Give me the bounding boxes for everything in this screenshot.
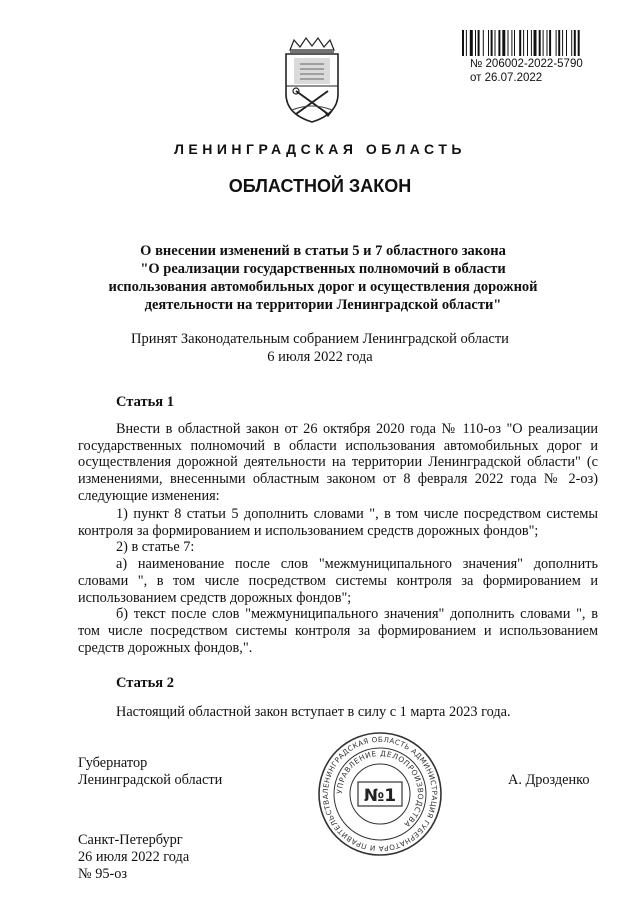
law-title bbox=[88, 242, 558, 314]
barcode-bar bbox=[556, 30, 557, 56]
article-1-item-1: 1) пункт 8 статьи 5 дополнить словами ", в том числе посредством системы контроля за формированием и использованием средств дорожных фондов"; bbox=[78, 506, 598, 539]
law-title-line: "О реализации государственных полномочий в области bbox=[140, 261, 506, 277]
law-title-line: использования автомобильных дорог и осуществления дорожной bbox=[108, 279, 538, 295]
barcode-bar bbox=[574, 30, 576, 56]
registration-number: № 206002-2022-5790 bbox=[470, 58, 583, 70]
law-title-line: О внесении изменений в статьи 5 и 7 областного закона bbox=[140, 243, 506, 259]
issue-date: 26 июля 2022 года bbox=[78, 849, 190, 865]
article-2-text: Настоящий областной закон вступает в силу с 1 марта 2023 года. bbox=[116, 704, 511, 720]
barcode-bar bbox=[543, 30, 544, 56]
seal-number: №1 bbox=[363, 786, 397, 806]
law-type-heading: ОБЛАСТНОЙ ЗАКОН bbox=[228, 176, 412, 196]
barcode-bar bbox=[523, 30, 524, 56]
barcode-bar bbox=[558, 30, 560, 56]
barcode-bar bbox=[475, 30, 476, 56]
signer-position bbox=[78, 755, 222, 789]
article-2-heading: Статья 2 bbox=[116, 675, 174, 691]
adoption-line: Принят Законодательным собранием Ленинградской области bbox=[131, 331, 509, 347]
barcode-bar bbox=[566, 30, 567, 56]
law-number: № 95-оз bbox=[78, 866, 128, 882]
adoption-note bbox=[0, 330, 640, 366]
barcode-bar bbox=[549, 30, 551, 56]
barcode-bar bbox=[488, 30, 489, 56]
article-1-item-2: 2) в статье 7: bbox=[116, 539, 195, 556]
article-1-intro bbox=[78, 421, 598, 505]
barcode-bar bbox=[547, 30, 548, 56]
seal-outer-text: ЛЕНИНГРАДСКАЯ ОБЛАСТЬ АДМИНИСТРАЦИЯ ГУБЕРНАТОРА И ПРАВИТЕЛЬСТВА bbox=[320, 734, 440, 854]
barcode-bar bbox=[514, 30, 515, 56]
barcode-icon bbox=[462, 30, 618, 56]
barcode-bar bbox=[462, 30, 464, 56]
barcode-bar bbox=[571, 30, 572, 56]
barcode-bar bbox=[511, 30, 512, 56]
issue-details bbox=[78, 832, 189, 883]
barcode-bar bbox=[508, 30, 509, 56]
article-2-body bbox=[78, 704, 598, 721]
barcode-bar bbox=[527, 30, 528, 56]
barcode-bar bbox=[534, 30, 537, 56]
issue-place: Санкт-Петербург bbox=[78, 832, 183, 848]
barcode-bar bbox=[519, 30, 521, 56]
barcode-bar bbox=[491, 30, 493, 56]
adoption-date: 6 июля 2022 года bbox=[267, 349, 373, 365]
barcode-bar bbox=[578, 30, 580, 56]
barcode-bar bbox=[531, 30, 532, 56]
barcode-bar bbox=[502, 30, 505, 56]
coat-of-arms-icon bbox=[278, 36, 346, 126]
article-1-heading: Статья 1 bbox=[116, 394, 174, 410]
region-heading: ЛЕНИНГРАДСКАЯ ОБЛАСТЬ bbox=[174, 141, 466, 157]
barcode-bar bbox=[466, 30, 467, 56]
article-1-intro-text: Внести в областной закон от 26 октября 2020 года № 110-оз "О реализации государственных полномочий в области использования автомобильных дорог и осуществления дорожной деятельности на территории Ленинградской области" (с изменениями, внесенными областным законом от 8 февраля 2022 года № 2-оз) следующие изменения: bbox=[78, 421, 598, 504]
law-title-line: деятельности на территории Ленинградской области" bbox=[144, 297, 502, 313]
article-1-item-2b: б) текст после слов "межмуниципального значения" дополнить словами ", в том числе посредством системы контроля за формированием и использованием средств дорожных фондов,". bbox=[78, 606, 598, 656]
article-1-items bbox=[78, 506, 598, 656]
barcode-bar bbox=[478, 30, 480, 56]
barcode-bar bbox=[562, 30, 563, 56]
registration-date: от 26.07.2022 bbox=[470, 72, 543, 84]
barcode-bar bbox=[498, 30, 500, 56]
article-1-item-2a: а) наименование после слов "межмуниципального значения" дополнить словами ", в том числе посредством системы контроля за формированием и использованием средств дорожных фондов"; bbox=[78, 556, 598, 606]
barcode-bar bbox=[539, 30, 541, 56]
barcode-bar bbox=[483, 30, 484, 56]
barcode-bar bbox=[470, 30, 473, 56]
official-seal-icon bbox=[316, 730, 444, 858]
signer-region: Ленинградской области bbox=[78, 772, 223, 788]
seal-inner-text: УПРАВЛЕНИЕ ДЕЛОПРОИЗВОДСТВА bbox=[334, 748, 426, 830]
barcode-bar bbox=[495, 30, 496, 56]
signer-title: Губернатор bbox=[78, 755, 148, 771]
signer-name: А. Дрозденко bbox=[508, 772, 590, 788]
